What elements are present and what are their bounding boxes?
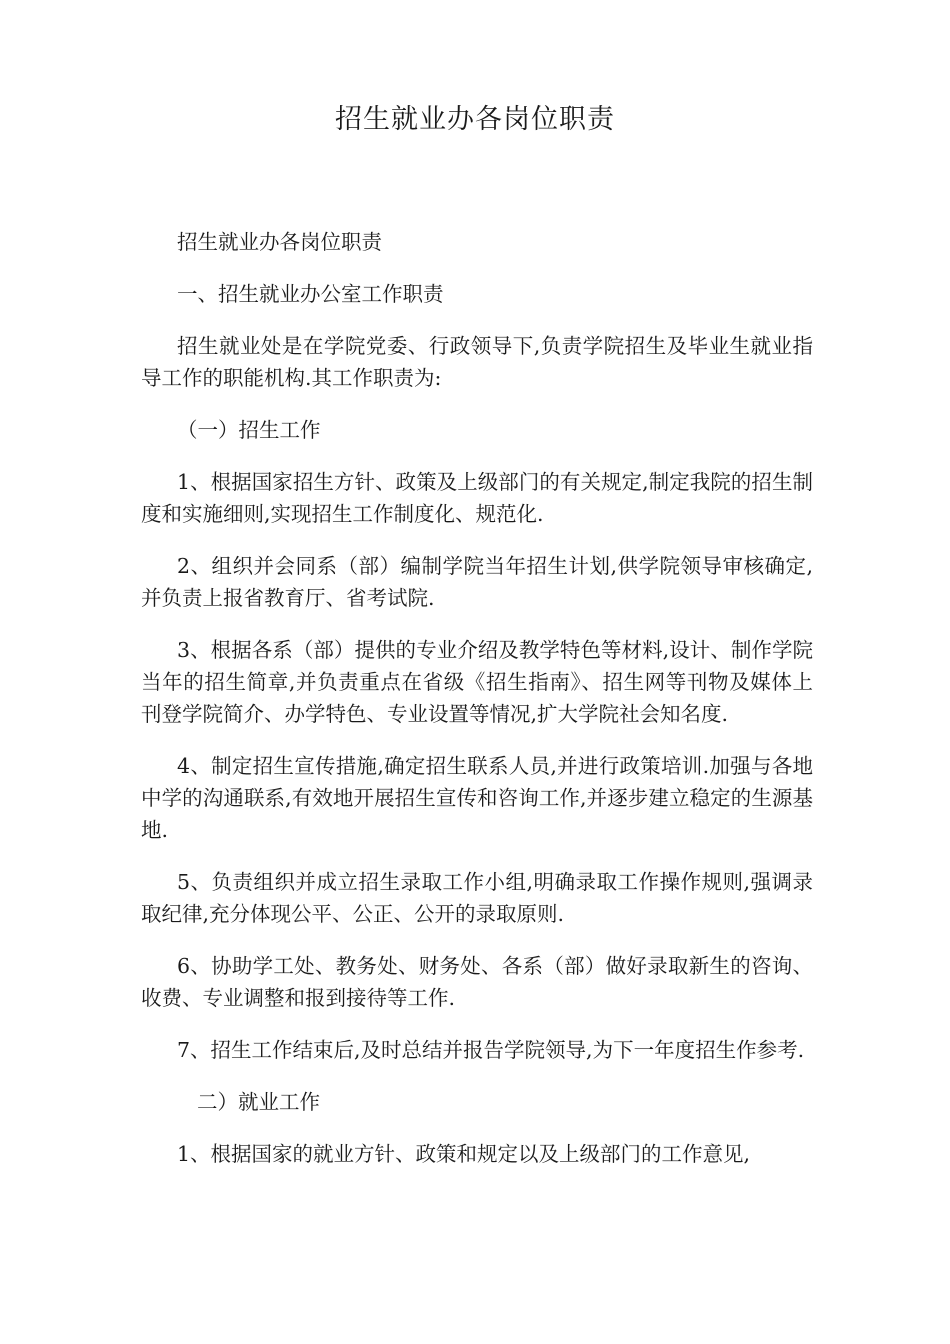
employment-item-1: 1、根据国家的就业方针、政策和规定以及上级部门的工作意见,	[177, 1142, 751, 1166]
section-heading-office-duties: 一、招生就业办公室工作职责	[177, 282, 444, 306]
enrollment-item-7: 7、招生工作结束后,及时总结并报告学院领导,为下一年度招生作参考.	[177, 1038, 805, 1062]
body-heading: 招生就业办各岗位职责	[177, 230, 382, 254]
subsection-heading-employment: 二）就业工作	[197, 1090, 320, 1114]
enrollment-item-3: 3、根据各系（部）提供的专业介绍及教学特色等材料,设计、制作学院当年的招生简章,并负责重点在省级《招生指南》、招生网等刊物及媒体上刊登学院简介、办学特色、专业设置等情况,扩大学院社会知名度.	[141, 638, 813, 726]
enrollment-item-6: 6、协助学工处、教务处、财务处、各系（部）做好录取新生的咨询、收费、专业调整和报到接待等工作.	[141, 954, 813, 1010]
document-title: 招生就业办各岗位职责	[335, 104, 615, 135]
enrollment-item-4: 4、制定招生宣传措施,确定招生联系人员,并进行政策培训.加强与各地中学的沟通联系,有效地开展招生宣传和咨询工作,并逐步建立稳定的生源基地.	[141, 754, 813, 842]
enrollment-item-1: 1、根据国家招生方针、政策及上级部门的有关规定,制定我院的招生制度和实施细则,实现招生工作制度化、规范化.	[141, 470, 813, 526]
subsection-heading-enrollment: （一）招生工作	[177, 418, 321, 442]
enrollment-item-2: 2、组织并会同系（部）编制学院当年招生计划,供学院领导审核确定,并负责上报省教育厅、省考试院.	[141, 554, 813, 610]
document-body	[141, 226, 813, 1190]
enrollment-item-5: 5、负责组织并成立招生录取工作小组,明确录取工作操作规则,强调录取纪律,充分体现公平、公正、公开的录取原则.	[141, 870, 813, 926]
intro-paragraph: 招生就业处是在学院党委、行政领导下,负责学院招生及毕业生就业指导工作的职能机构.其工作职责为:	[141, 334, 813, 390]
